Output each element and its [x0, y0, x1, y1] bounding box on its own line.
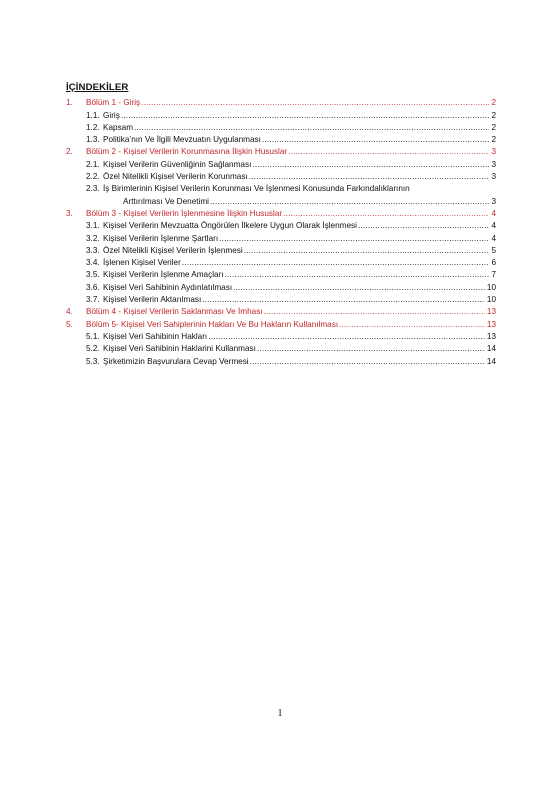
toc-entry-page: 7 — [491, 270, 496, 280]
toc-entry-number: 3.4. — [86, 258, 100, 268]
toc-leader-dots — [249, 172, 490, 182]
toc-entry-page: 2 — [491, 135, 496, 145]
toc-leader-dots — [339, 320, 485, 330]
toc-entry-page: 3 — [491, 159, 496, 169]
toc-entry-number: 3.2. — [86, 233, 100, 243]
toc-leader-dots — [210, 197, 489, 207]
toc-entry-title: Özel Nitelikli Kişisel Verilerin Korunması — [103, 172, 248, 182]
toc-entry-title: Kişisel Verilerin Mevzuatta Öngörülen İlkelere Uygun Olarak İşlenmesi — [103, 221, 357, 231]
toc-entry-page: 3 — [491, 172, 496, 182]
toc-leader-dots — [208, 332, 485, 342]
toc-entry-5-3[interactable] — [66, 354, 496, 366]
toc-leader-dots — [358, 221, 490, 231]
toc-entry-chapter-3[interactable] — [66, 207, 496, 219]
toc-leader-dots — [134, 123, 489, 133]
toc-entry-2-2[interactable] — [66, 170, 496, 182]
toc-entry-page: 6 — [491, 258, 496, 268]
toc-leader-dots — [202, 295, 485, 305]
toc-entry-title: Politika’nın Ve İlgili Mevzuatın Uygulanması — [103, 135, 261, 145]
toc-entry-1-2[interactable] — [66, 121, 496, 133]
toc-entry-chapter-4[interactable] — [66, 305, 496, 317]
toc-leader-dots — [225, 270, 490, 280]
toc-entry-page: 13 — [486, 331, 496, 341]
toc-entry-chapter-1[interactable] — [66, 96, 496, 108]
toc-leader-dots — [288, 147, 489, 157]
toc-entry-page: 14 — [486, 344, 496, 354]
toc-entry-number: 5.2. — [86, 344, 100, 354]
toc-heading: İÇİNDEKİLER — [66, 82, 129, 93]
toc-entry-page: 2 — [491, 98, 496, 108]
toc-entry-3-6[interactable] — [66, 280, 496, 292]
toc-leader-dots — [141, 98, 489, 108]
page-number: 1 — [277, 708, 283, 719]
toc-entry-page: 2 — [491, 122, 496, 132]
toc-entry-3-7[interactable] — [66, 293, 496, 305]
toc-entry-page: 5 — [491, 245, 496, 255]
toc-entry-chapter-5[interactable] — [66, 317, 496, 329]
toc-entry-title: Kişisel Verilerin İşlenme Amaçları — [103, 270, 224, 280]
toc-entry-title: Kişisel Veri Sahibinin Aydınlatılması — [103, 282, 233, 292]
toc-entry-number: 3.7. — [86, 295, 100, 305]
toc-entry-page: 14 — [486, 356, 496, 366]
toc-entry-page: 2 — [491, 110, 496, 120]
toc-leader-dots — [182, 258, 490, 268]
toc-entry-title: Kapsam — [103, 122, 134, 132]
toc-entry-number: 1.1. — [86, 110, 100, 120]
toc-entry-title: İş Birimlerinin Kişisel Verilerin Korunması Ve İşlenmesi Konusunda Farkındalıklarının — [103, 184, 410, 194]
toc-entry-3-3[interactable] — [66, 244, 496, 256]
toc-leader-dots — [257, 344, 485, 354]
toc-entry-number: 4. — [66, 307, 73, 317]
toc-entry-title: Kişisel Veri Sahibinin Haklarini Kullanması — [103, 344, 256, 354]
toc-entry-number: 3.5. — [86, 270, 100, 280]
toc-entry-title: Giriş — [103, 110, 120, 120]
toc-entry-title: Kişisel Verilerin İşlenme Şartları — [103, 233, 219, 243]
toc-entry-3-1[interactable] — [66, 219, 496, 231]
toc-entry-5-1[interactable] — [66, 330, 496, 342]
toc-entry-number: 3. — [66, 208, 73, 218]
toc-leader-dots — [283, 209, 489, 219]
toc-entry-title: Kişisel Veri Sahibinin Hakları — [103, 331, 208, 341]
toc-entry-title: Kişisel Verilerin Güvenliğinin Sağlanması — [103, 159, 252, 169]
toc-entry-page: 3 — [491, 147, 496, 157]
toc-entry-title: Özel Nitelikli Kişisel Verilerin İşlenmesi — [103, 245, 243, 255]
toc-entry-number: 2.1. — [86, 159, 100, 169]
toc-entry-2-1[interactable] — [66, 157, 496, 169]
toc-entry-3-2[interactable] — [66, 231, 496, 243]
toc-entry-page: 3 — [491, 196, 496, 206]
toc-entry-title: Bölüm 4 - Kişisel Verilerin Saklanması Ve İmhası — [86, 307, 263, 317]
toc-entry-number: 3.6. — [86, 282, 100, 292]
toc-entry-page: 13 — [486, 319, 496, 329]
toc-leader-dots — [262, 135, 490, 145]
toc-entry-number: 2. — [66, 147, 73, 157]
toc-entry-1-1[interactable] — [66, 108, 496, 120]
table-of-contents — [66, 96, 496, 367]
toc-entry-chapter-2[interactable] — [66, 145, 496, 157]
toc-entry-page: 4 — [491, 221, 496, 231]
toc-entry-number: 5.1. — [86, 331, 100, 341]
toc-entry-title: İşlenen Kişisel Veriler — [103, 258, 181, 268]
toc-leader-dots — [244, 246, 490, 256]
toc-entry-5-2[interactable] — [66, 342, 496, 354]
toc-entry-page: 13 — [486, 307, 496, 317]
toc-entry-title: Bölüm 1 - Giriş — [86, 98, 141, 108]
toc-entry-1-3[interactable] — [66, 133, 496, 145]
toc-leader-dots — [252, 160, 489, 170]
toc-leader-dots — [264, 307, 485, 317]
toc-entry-number: 1. — [66, 98, 73, 108]
toc-entry-title: Kişisel Verilerin Aktarılması — [103, 295, 202, 305]
toc-entry-page: 10 — [486, 295, 496, 305]
toc-entry-number: 1.3. — [86, 135, 100, 145]
toc-entry-title-continued: Arttırılması Ve Denetimi — [123, 196, 209, 206]
toc-entry-title: Bölüm 5- Kişisel Veri Sahiplerinin Hakları Ve Bu Hakların Kullanılması — [86, 319, 339, 329]
toc-entry-title: Bölüm 3 - Kişisel Verilerin İşlenmesine İlişkin Hususlar — [86, 208, 283, 218]
toc-entry-title: Bölüm 2 - Kişisel Verilerin Korunmasına İlişkin Hususlar — [86, 147, 288, 157]
toc-entry-number: 3.3. — [86, 245, 100, 255]
toc-entry-3-5[interactable] — [66, 268, 496, 280]
toc-leader-dots — [233, 283, 485, 293]
toc-entry-number: 2.2. — [86, 172, 100, 182]
toc-leader-dots — [121, 111, 490, 121]
toc-entry-page: 4 — [491, 208, 496, 218]
toc-entry-page: 4 — [491, 233, 496, 243]
toc-entry-number: 3.1. — [86, 221, 100, 231]
toc-entry-number: 5. — [66, 319, 73, 329]
toc-entry-2-3[interactable] — [66, 182, 496, 207]
toc-leader-dots — [250, 357, 485, 367]
toc-entry-number: 2.3. — [86, 184, 100, 194]
toc-entry-number: 1.2. — [86, 122, 100, 132]
toc-entry-number: 5.3. — [86, 356, 100, 366]
toc-entry-page: 10 — [486, 282, 496, 292]
toc-entry-title: Şirketimizin Başvurulara Cevap Vermesi — [103, 356, 249, 366]
toc-leader-dots — [219, 234, 489, 244]
toc-entry-3-4[interactable] — [66, 256, 496, 268]
